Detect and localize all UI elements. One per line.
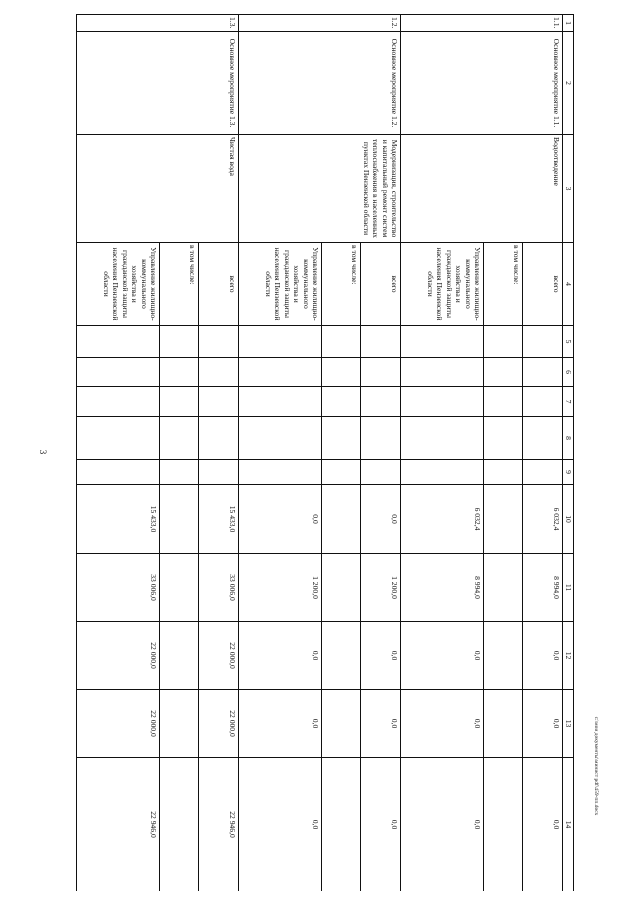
cell: 8 994,0	[401, 554, 484, 622]
cell	[160, 417, 200, 460]
row-label: всего	[523, 243, 563, 326]
cell	[361, 387, 401, 417]
table-container	[76, 14, 574, 891]
cell: 0,0	[523, 758, 563, 892]
cell	[160, 758, 200, 892]
col-header: 10	[563, 485, 574, 554]
cell	[401, 387, 484, 417]
cell	[322, 460, 362, 485]
cell: 0,0	[523, 622, 563, 690]
cell: 0,0	[401, 690, 484, 758]
cell: 22 000,0	[199, 690, 239, 758]
cell	[401, 417, 484, 460]
cell	[361, 417, 401, 460]
cell: 0,0	[361, 622, 401, 690]
item-title: Модернизация, строительство и капитальный ремонт систем теплоснабжения в населенных пунктах Пензенской области	[239, 135, 401, 243]
item-title: Чистая вода	[77, 135, 239, 243]
col-header: 12	[563, 622, 574, 690]
cell	[322, 417, 362, 460]
item-title: Водоотведение	[401, 135, 563, 243]
cell: 22 000,0	[199, 622, 239, 690]
row-label: Управление жилищно-коммунального хозяйства и гражданской защиты населения Пензенской области	[77, 243, 160, 326]
row-label: Управление жилищно-коммунального хозяйства и гражданской защиты населения Пензенской области	[239, 243, 322, 326]
cell	[239, 387, 322, 417]
cell	[523, 460, 563, 485]
cell	[361, 358, 401, 387]
col-header: 8	[563, 417, 574, 460]
cell	[322, 554, 362, 622]
cell	[322, 358, 362, 387]
cell: 1 200,0	[361, 554, 401, 622]
cell	[484, 326, 524, 358]
cell: 15 433,0	[199, 485, 239, 554]
page-number: 3	[38, 449, 48, 455]
col-header: 14	[563, 758, 574, 892]
cell	[401, 460, 484, 485]
cell	[484, 622, 524, 690]
cell	[160, 460, 200, 485]
cell	[361, 326, 401, 358]
cell	[160, 326, 200, 358]
cell	[322, 758, 362, 892]
cell	[77, 358, 160, 387]
cell	[239, 326, 322, 358]
col-header: 1	[563, 15, 574, 32]
cell: 0,0	[239, 485, 322, 554]
cell	[160, 622, 200, 690]
col-header: 5	[563, 326, 574, 358]
row-label: всего	[361, 243, 401, 326]
cell	[77, 417, 160, 460]
cell	[199, 417, 239, 460]
cell	[523, 417, 563, 460]
cell: 8 994,0	[523, 554, 563, 622]
cell: 0,0	[239, 758, 322, 892]
col-header: 13	[563, 690, 574, 758]
col-header: 9	[563, 460, 574, 485]
cell: 22 946,0	[77, 758, 160, 892]
cell	[523, 326, 563, 358]
cell: 0,0	[239, 622, 322, 690]
cell	[484, 417, 524, 460]
cell	[484, 358, 524, 387]
cell	[484, 690, 524, 758]
item-number: 1.2.	[239, 15, 401, 32]
cell: 0,0	[361, 485, 401, 554]
cell	[322, 690, 362, 758]
item-kind: Основное мероприятие 1.1.	[401, 32, 563, 135]
cell: 33 006,0	[199, 554, 239, 622]
table-row	[199, 15, 239, 892]
budget-table	[76, 14, 574, 891]
cell	[199, 358, 239, 387]
cell: 22 000,0	[77, 622, 160, 690]
cell: 0,0	[401, 758, 484, 892]
col-header: 7	[563, 387, 574, 417]
item-kind: Основное мероприятие 1.3.	[77, 32, 239, 135]
cell	[484, 554, 524, 622]
cell	[77, 387, 160, 417]
cell	[77, 326, 160, 358]
row-label: в том числе:	[160, 243, 200, 326]
footer-file-path: c:\мои документы\минист pdf\459-пп.docx	[593, 716, 599, 816]
table-row	[523, 15, 563, 892]
row-label: Управление жилищно-коммунального хозяйства и гражданской защиты населения Пензенской области	[401, 243, 484, 326]
col-header: 3	[563, 135, 574, 243]
cell	[484, 460, 524, 485]
item-kind: Основное мероприятие 1.2.	[239, 32, 401, 135]
cell	[77, 460, 160, 485]
cell	[322, 326, 362, 358]
cell	[484, 387, 524, 417]
col-header: 4	[563, 243, 574, 326]
cell	[484, 758, 524, 892]
cell	[199, 460, 239, 485]
rotated-table-frame	[76, 14, 574, 891]
cell: 0,0	[523, 690, 563, 758]
cell: 22 946,0	[199, 758, 239, 892]
cell	[199, 387, 239, 417]
column-number-row	[563, 15, 574, 892]
cell	[523, 387, 563, 417]
cell	[160, 358, 200, 387]
row-label: всего	[199, 243, 239, 326]
cell	[239, 417, 322, 460]
table-row	[361, 15, 401, 892]
cell	[322, 387, 362, 417]
cell: 22 000,0	[77, 690, 160, 758]
row-label: в том числе:	[484, 243, 524, 326]
cell	[322, 622, 362, 690]
row-label: в том числе:	[322, 243, 362, 326]
cell: 0,0	[239, 690, 322, 758]
col-header: 2	[563, 32, 574, 135]
cell	[401, 358, 484, 387]
cell: 0,0	[361, 758, 401, 892]
col-header: 11	[563, 554, 574, 622]
item-number: 1.1.	[401, 15, 563, 32]
cell: 0,0	[401, 622, 484, 690]
cell	[239, 358, 322, 387]
cell: 33 006,0	[77, 554, 160, 622]
cell	[484, 485, 524, 554]
cell	[160, 485, 200, 554]
cell: 6 032,4	[523, 485, 563, 554]
cell	[322, 485, 362, 554]
col-header: 6	[563, 358, 574, 387]
cell	[199, 326, 239, 358]
item-number: 1.3.	[77, 15, 239, 32]
cell	[160, 690, 200, 758]
cell	[523, 358, 563, 387]
cell: 15 433,0	[77, 485, 160, 554]
cell	[361, 460, 401, 485]
cell	[160, 554, 200, 622]
cell: 0,0	[361, 690, 401, 758]
cell: 1 200,0	[239, 554, 322, 622]
cell: 6 032,4	[401, 485, 484, 554]
cell	[160, 387, 200, 417]
cell	[239, 460, 322, 485]
cell	[401, 326, 484, 358]
